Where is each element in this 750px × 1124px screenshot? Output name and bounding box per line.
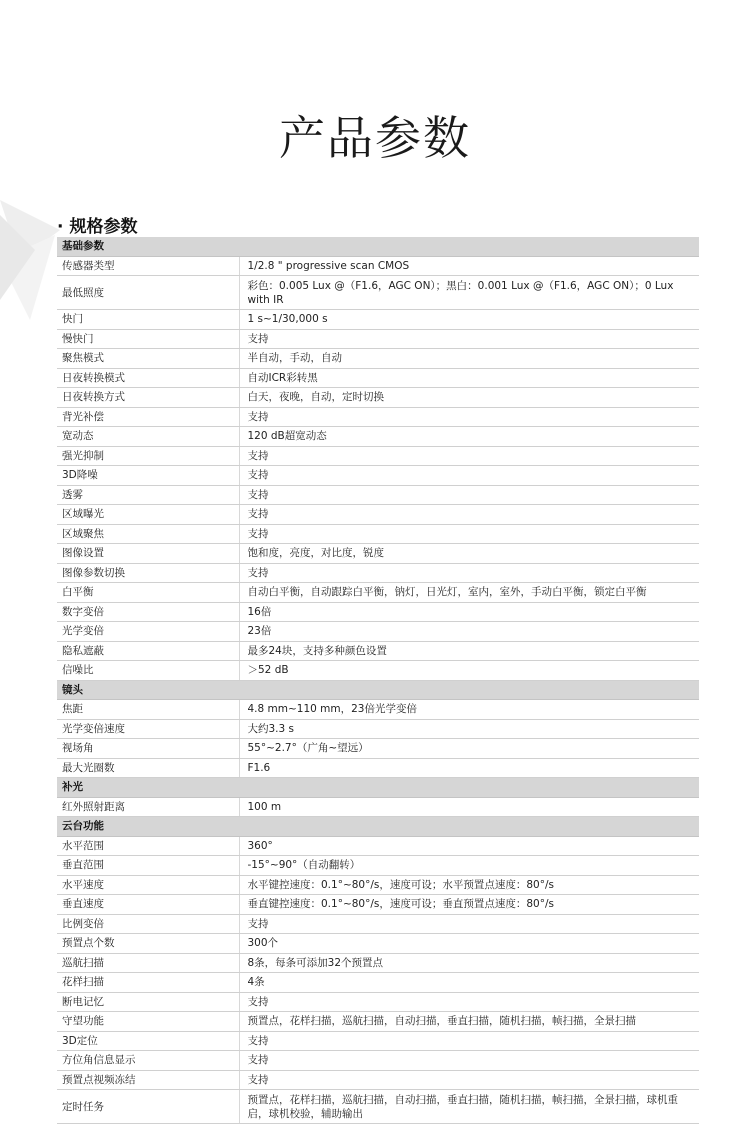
table-row xyxy=(57,953,699,973)
table-row xyxy=(57,875,699,895)
spec-value: 预置点，花样扫描，巡航扫描，自动扫描，垂直扫描，随机扫描，帧扫描，全景扫描，球机重启，球机校验，辅助输出 xyxy=(239,1090,699,1124)
spec-label: 红外照射距离 xyxy=(57,797,239,817)
group-title: 基础参数 xyxy=(57,237,699,256)
spec-label: 定时任务 xyxy=(57,1090,239,1124)
table-row xyxy=(57,583,699,603)
table-row xyxy=(57,914,699,934)
spec-label: 垂直范围 xyxy=(57,856,239,876)
table-row xyxy=(57,895,699,915)
spec-value: 半自动，手动，自动 xyxy=(239,349,699,369)
table-row xyxy=(57,524,699,544)
spec-label: 隐私遮蔽 xyxy=(57,641,239,661)
group-title: 补光 xyxy=(57,778,699,798)
spec-label: 强光抑制 xyxy=(57,446,239,466)
table-row xyxy=(57,1090,699,1124)
section-title: 规格参数 xyxy=(69,217,138,237)
table-row xyxy=(57,719,699,739)
spec-value: 白天，夜晚，自动，定时切换 xyxy=(239,388,699,408)
table-row xyxy=(57,368,699,388)
spec-value: 支持 xyxy=(239,992,699,1012)
spec-value: 水平键控速度：0.1°~80°/s，速度可设；水平预置点速度：80°/s xyxy=(239,875,699,895)
spec-label: 巡航扫描 xyxy=(57,953,239,973)
spec-value: 支持 xyxy=(239,1031,699,1051)
table-row xyxy=(57,836,699,856)
table-row xyxy=(57,563,699,583)
section-heading xyxy=(57,212,137,237)
spec-table-body xyxy=(57,237,699,1124)
spec-value: 支持 xyxy=(239,329,699,349)
table-row xyxy=(57,758,699,778)
spec-label: 光学变倍速度 xyxy=(57,719,239,739)
spec-label: 图像设置 xyxy=(57,544,239,564)
spec-label: 3D降噪 xyxy=(57,466,239,486)
table-row xyxy=(57,276,699,310)
spec-value: 4条 xyxy=(239,973,699,993)
spec-value: ＞52 dB xyxy=(239,661,699,681)
spec-value: 支持 xyxy=(239,1070,699,1090)
spec-value: 彩色：0.005 Lux @（F1.6，AGC ON）；黑白：0.001 Lux @（F1.6，AGC ON）；0 Lux with IR xyxy=(239,276,699,310)
spec-value: 1/2.8 " progressive scan CMOS xyxy=(239,256,699,276)
spec-label: 焦距 xyxy=(57,700,239,720)
table-row xyxy=(57,256,699,276)
group-header-row xyxy=(57,680,699,700)
spec-label: 垂直速度 xyxy=(57,895,239,915)
spec-label: 快门 xyxy=(57,310,239,330)
spec-label: 比例变倍 xyxy=(57,914,239,934)
spec-value: 120 dB超宽动态 xyxy=(239,427,699,447)
table-row xyxy=(57,739,699,759)
spec-label: 最大光圈数 xyxy=(57,758,239,778)
table-row xyxy=(57,1070,699,1090)
spec-label: 花样扫描 xyxy=(57,973,239,993)
spec-label: 慢快门 xyxy=(57,329,239,349)
spec-value: 23倍 xyxy=(239,622,699,642)
table-row xyxy=(57,856,699,876)
spec-label: 日夜转换方式 xyxy=(57,388,239,408)
table-row xyxy=(57,427,699,447)
table-row xyxy=(57,934,699,954)
table-row xyxy=(57,1012,699,1032)
group-header-row xyxy=(57,817,699,837)
section-bullet: · xyxy=(57,217,64,237)
table-row xyxy=(57,329,699,349)
spec-label: 水平速度 xyxy=(57,875,239,895)
group-title: 镜头 xyxy=(57,680,699,700)
spec-label: 信噪比 xyxy=(57,661,239,681)
spec-label: 守望功能 xyxy=(57,1012,239,1032)
spec-label: 聚焦模式 xyxy=(57,349,239,369)
spec-label: 水平范围 xyxy=(57,836,239,856)
spec-value: 360° xyxy=(239,836,699,856)
page-title: 产品参数 xyxy=(279,111,471,165)
spec-value: 16倍 xyxy=(239,602,699,622)
group-title: 云台功能 xyxy=(57,817,699,837)
table-row xyxy=(57,485,699,505)
spec-value: 300个 xyxy=(239,934,699,954)
spec-label: 数字变倍 xyxy=(57,602,239,622)
table-row xyxy=(57,544,699,564)
spec-label: 区域曝光 xyxy=(57,505,239,525)
spec-label: 最低照度 xyxy=(57,276,239,310)
spec-value: -15°~90°（自动翻转） xyxy=(239,856,699,876)
table-row xyxy=(57,973,699,993)
spec-label: 区域聚焦 xyxy=(57,524,239,544)
table-row xyxy=(57,1031,699,1051)
table-row xyxy=(57,641,699,661)
spec-table xyxy=(57,237,699,1124)
spec-value: F1.6 xyxy=(239,758,699,778)
table-row xyxy=(57,1051,699,1071)
spec-label: 背光补偿 xyxy=(57,407,239,427)
spec-value: 4.8 mm~110 mm，23倍光学变倍 xyxy=(239,700,699,720)
group-header-row xyxy=(57,237,699,256)
spec-label: 传感器类型 xyxy=(57,256,239,276)
spec-value: 最多24块，支持多种颜色设置 xyxy=(239,641,699,661)
table-row xyxy=(57,505,699,525)
spec-value: 支持 xyxy=(239,466,699,486)
spec-label: 宽动态 xyxy=(57,427,239,447)
spec-label: 预置点视频冻结 xyxy=(57,1070,239,1090)
table-row xyxy=(57,622,699,642)
table-row xyxy=(57,992,699,1012)
spec-value: 支持 xyxy=(239,446,699,466)
spec-value: 55°~2.7°（广角~望远） xyxy=(239,739,699,759)
spec-value: 预置点，花样扫描，巡航扫描，自动扫描，垂直扫描，随机扫描，帧扫描，全景扫描 xyxy=(239,1012,699,1032)
spec-value: 垂直键控速度：0.1°~80°/s，速度可设；垂直预置点速度：80°/s xyxy=(239,895,699,915)
spec-value: 8条，每条可添加32个预置点 xyxy=(239,953,699,973)
table-row xyxy=(57,797,699,817)
table-row xyxy=(57,661,699,681)
group-header-row xyxy=(57,778,699,798)
table-row xyxy=(57,407,699,427)
spec-label: 光学变倍 xyxy=(57,622,239,642)
table-row xyxy=(57,349,699,369)
table-row xyxy=(57,466,699,486)
spec-value: 支持 xyxy=(239,524,699,544)
spec-label: 断电记忆 xyxy=(57,992,239,1012)
spec-value: 大约3.3 s xyxy=(239,719,699,739)
spec-value: 饱和度，亮度，对比度，锐度 xyxy=(239,544,699,564)
spec-value: 支持 xyxy=(239,914,699,934)
spec-value: 自动ICR彩转黑 xyxy=(239,368,699,388)
table-row xyxy=(57,602,699,622)
spec-label: 白平衡 xyxy=(57,583,239,603)
table-row xyxy=(57,446,699,466)
spec-value: 支持 xyxy=(239,407,699,427)
table-row xyxy=(57,700,699,720)
table-row xyxy=(57,388,699,408)
spec-value: 支持 xyxy=(239,1051,699,1071)
spec-value: 100 m xyxy=(239,797,699,817)
spec-label: 方位角信息显示 xyxy=(57,1051,239,1071)
spec-label: 日夜转换模式 xyxy=(57,368,239,388)
spec-value: 支持 xyxy=(239,485,699,505)
spec-value: 自动白平衡，自动跟踪白平衡，钠灯，日光灯，室内，室外，手动白平衡，锁定白平衡 xyxy=(239,583,699,603)
spec-value: 1 s~1/30,000 s xyxy=(239,310,699,330)
table-row xyxy=(57,310,699,330)
spec-label: 3D定位 xyxy=(57,1031,239,1051)
spec-value: 支持 xyxy=(239,563,699,583)
spec-value: 支持 xyxy=(239,505,699,525)
spec-label: 图像参数切换 xyxy=(57,563,239,583)
spec-label: 透雾 xyxy=(57,485,239,505)
spec-label: 预置点个数 xyxy=(57,934,239,954)
spec-label: 视场角 xyxy=(57,739,239,759)
